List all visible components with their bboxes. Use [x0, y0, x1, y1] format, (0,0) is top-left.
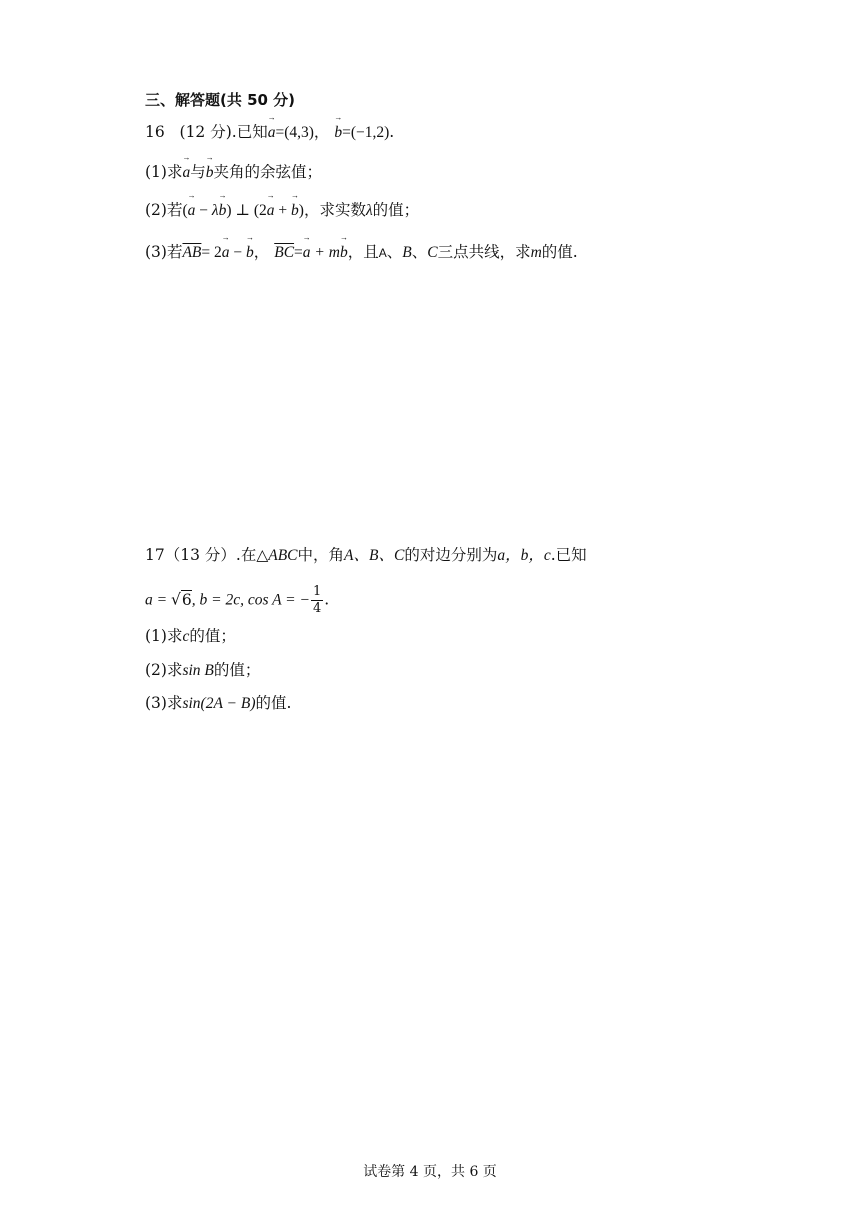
page-footer: 试卷第 4 页，共 6 页 — [363, 1164, 497, 1180]
separator: ， — [253, 243, 270, 261]
sin-b-expression: sin B — [182, 662, 214, 679]
sqrt-value: 6 — [181, 590, 192, 609]
variable-c: c — [182, 628, 190, 645]
part-text: ，求实数 — [303, 201, 366, 219]
given-end: . — [324, 590, 330, 609]
question-16-part-3 — [145, 242, 578, 263]
question-intro: .在△ — [235, 546, 269, 564]
separator: 、 — [386, 243, 403, 261]
vector-b-definition: → b=(−1,2) — [334, 124, 389, 141]
given-b-cos: , b = 2c, cos A = − — [191, 591, 310, 609]
vector-a: → a — [182, 164, 190, 181]
part-text: 与 — [190, 163, 206, 181]
stem-text: .已知 — [550, 546, 587, 564]
vector-a-definition: → a=(4,3) — [268, 124, 314, 141]
part-text: 夹角的余弦值； — [213, 163, 322, 181]
separator: ， — [313, 123, 330, 141]
part-text: 的值； — [213, 661, 261, 679]
variable-m: m — [530, 244, 542, 261]
vector-b: → b — [206, 164, 214, 181]
stem-text: 的对边分别为 — [404, 546, 498, 564]
question-16-stem — [145, 122, 394, 143]
part-label: (3)求 — [145, 694, 183, 712]
section-heading: 三、解答题(共 50 分) — [145, 91, 296, 109]
question-17-part-1 — [145, 626, 236, 647]
perpendicular-condition: (→ a − λ→ b) ⊥ (2→ a + → b) — [182, 202, 303, 219]
triangle-name: ABC — [268, 547, 298, 564]
point-b: B — [402, 244, 412, 261]
question-17-given: a = √6, b = 2c, cos A = − $\frac{1}{4}$ . — [145, 584, 330, 616]
part-text: 的值； — [189, 627, 236, 645]
question-number: 17 — [145, 546, 165, 564]
angle-names: A、B、C — [344, 547, 405, 564]
vector-ab-expression: $\overline{AB}= 2\to a$ − → b — [182, 244, 253, 261]
given-a: a = — [145, 591, 171, 609]
stem-text: 中，角 — [297, 546, 345, 564]
part-label: (2)若 — [145, 201, 183, 219]
part-text: 三点共线，求 — [437, 243, 531, 261]
part-label: (3)若 — [145, 243, 183, 261]
separator: 、 — [411, 243, 428, 261]
question-points: (12 分) — [179, 123, 232, 141]
fraction — [311, 584, 323, 617]
stem-end: . — [389, 123, 395, 141]
question-16-part-2 — [145, 200, 419, 221]
sin-2a-minus-b-expression: sin(2A − B) — [182, 695, 256, 712]
lambda-symbol: λ — [365, 202, 373, 219]
part-text: 的值； — [372, 201, 420, 219]
question-points: （13 分） — [164, 546, 236, 564]
part-label: (1)求 — [145, 163, 183, 181]
part-label: (1)求 — [145, 627, 183, 645]
part-label: (2)求 — [145, 661, 183, 679]
point-a: A — [378, 246, 387, 260]
part-text: 的值. — [541, 243, 578, 261]
point-c: C — [427, 244, 438, 261]
fraction-denominator: 4 — [312, 601, 322, 616]
question-16-part-1 — [145, 162, 322, 183]
part-text: ，且 — [347, 243, 379, 261]
part-text: 的值. — [255, 694, 292, 712]
vector-bc-expression: $\overline{BC}=\to a + m\to b$ — [274, 244, 347, 261]
question-17-part-3 — [145, 693, 291, 714]
side-names: a，b，c — [497, 547, 551, 564]
question-number: 16 — [145, 123, 165, 141]
question-17-part-2 — [145, 660, 260, 681]
question-intro: .已知 — [231, 123, 268, 141]
fraction-numerator: 1 — [312, 584, 322, 599]
question-17-stem — [145, 545, 587, 566]
